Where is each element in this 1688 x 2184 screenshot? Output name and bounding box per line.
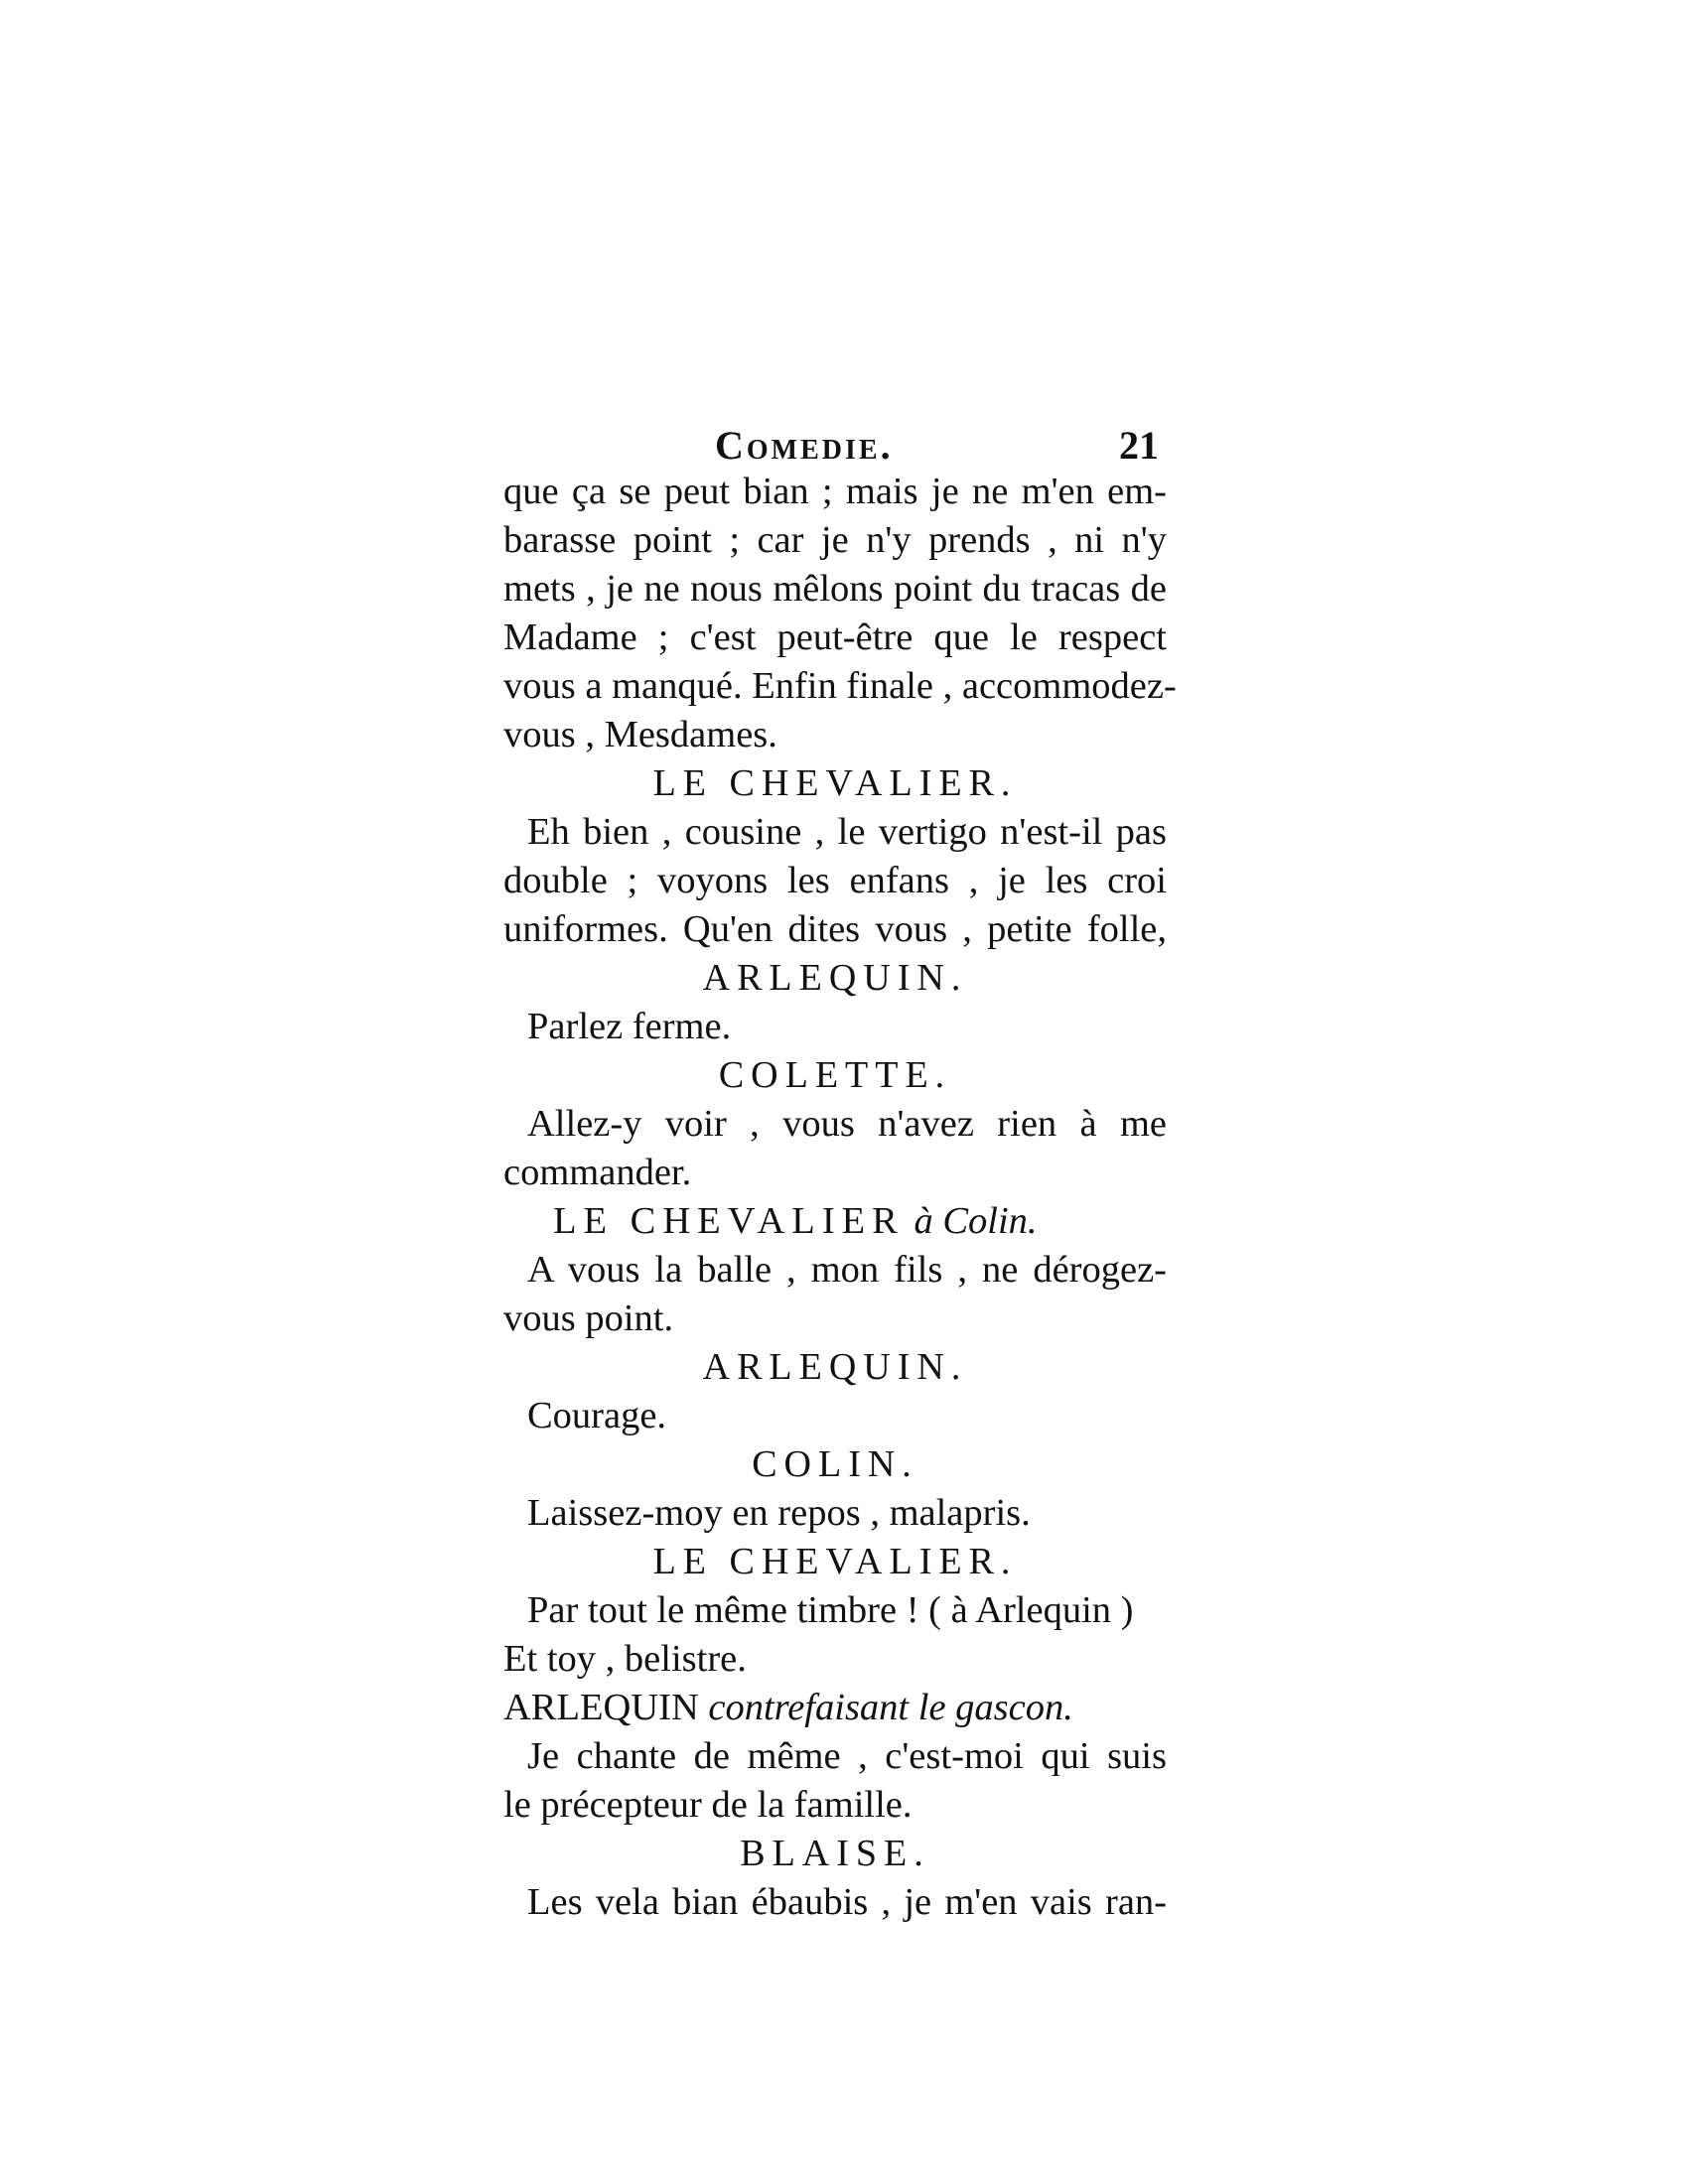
text-line: Allez-y voir , vous n'avez rien à me (527, 1103, 1167, 1145)
text-line: uniformes. Qu'en dites vous , petite folle, (503, 908, 1167, 950)
speaker-name: LE CHEVALIER. (652, 1541, 1018, 1582)
text-line: Et toy , belistre. (503, 1638, 747, 1680)
text-line: commander. (503, 1152, 692, 1193)
speaker-with-direction (503, 1197, 1167, 1246)
text-line: vous point. (503, 1297, 674, 1339)
text-line: double ; voyons les enfans , je les croi (503, 860, 1167, 901)
text-line: mets , je ne nous mêlons point du tracas de (503, 568, 1167, 610)
speaker-name: LE CHEVALIER. (652, 762, 1018, 804)
text-line: Par tout le même timbre ! ( à Arlequin ) (527, 1589, 1134, 1631)
speaker-name: BLAISE. (740, 1833, 930, 1874)
speaker-name: ARLEQUIN (503, 1687, 699, 1728)
running-head: Comedie. (715, 423, 894, 468)
text-line: Madame ; c'est peut-être que le respect (503, 616, 1167, 658)
text-line: Laissez-moy en repos , malapris. (527, 1492, 1031, 1534)
page-number: 21 (1119, 423, 1159, 468)
speaker-name: ARLEQUIN. (702, 957, 968, 999)
text-line: Eh bien , cousine , le vertigo n'est-il pas (527, 811, 1167, 853)
text-line: Courage. (527, 1395, 667, 1436)
text-line: Parlez ferme. (527, 1006, 732, 1047)
page-header (503, 422, 1167, 468)
text-line: A vous la balle , mon fils , ne dérogez- (527, 1249, 1167, 1291)
text-line: Les vela bian ébaubis , je m'en vais ran- (527, 1881, 1167, 1923)
speaker-name: ARLEQUIN. (702, 1346, 968, 1388)
text-line: que ça se peut bian ; mais je ne m'en em- (503, 471, 1167, 512)
speaker-name: COLIN. (752, 1443, 918, 1485)
text-line: vous , Mesdames. (503, 714, 777, 755)
speaker-name: COLETTE. (718, 1054, 952, 1096)
text-line: barasse point ; car je n'y prends , ni n'y (503, 519, 1167, 561)
speaker-name: LE CHEVALIER (553, 1200, 905, 1242)
speaker-with-direction (503, 1684, 1167, 1732)
stage-direction: contrefaisant le gascon. (708, 1687, 1073, 1728)
text-line: le précepteur de la famille. (503, 1784, 913, 1826)
stage-direction: à Colin. (914, 1200, 1038, 1242)
play-text (503, 468, 1177, 1927)
text-line: vous a manqué. Enfin finale , accommodez- (503, 665, 1177, 707)
text-line: Je chante de même , c'est-moi qui suis (527, 1735, 1167, 1777)
text-block (503, 422, 1177, 1927)
